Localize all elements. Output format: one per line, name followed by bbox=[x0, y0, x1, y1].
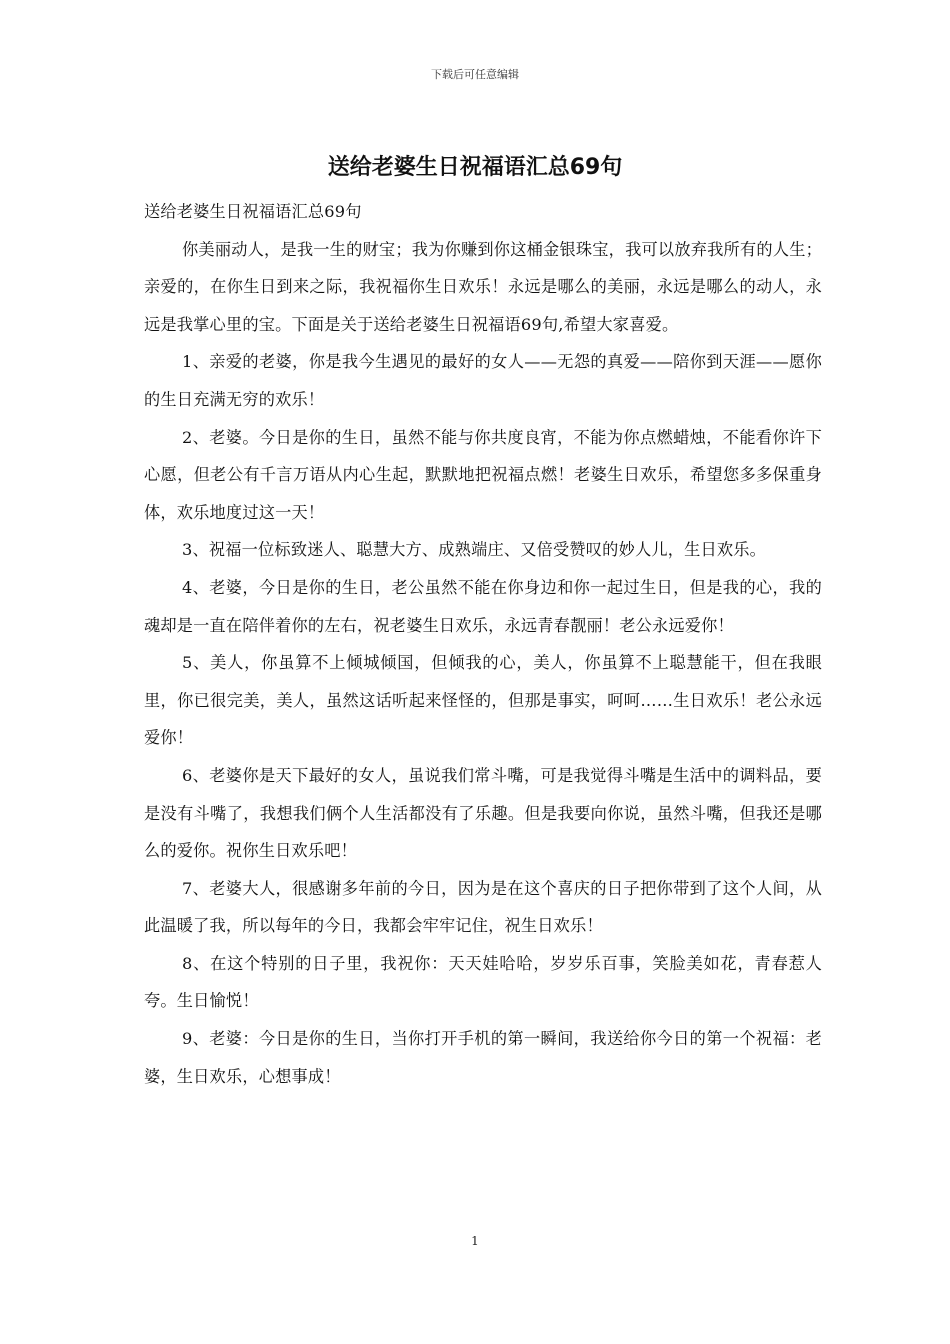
blessing-item-8: 8、在这个特别的日子里，我祝你：天天娃哈哈，岁岁乐百事，笑脸美如花，青春惹人夸。生日愉悦！ bbox=[144, 953, 822, 1011]
intro-paragraph: 你美丽动人，是我一生的财宝；我为你赚到你这桶金银珠宝，我可以放弃我所有的人生；亲爱的，在你生日到来之际，我祝福你生日欢乐！永远是哪么的美丽，永远是哪么的动人，永远是我掌心里的宝。下面是关于送给老婆生日祝福语69句,希望大家喜爱。 bbox=[144, 239, 822, 334]
document-body bbox=[144, 193, 822, 1095]
blessing-item-9: 9、老婆：今日是你的生日，当你打开手机的第一瞬间，我送给你今日的第一个祝福：老婆，生日欢乐，心想事成！ bbox=[144, 1029, 822, 1086]
blessing-item-4: 4、老婆，今日是你的生日，老公虽然不能在你身边和你一起过生日，但是我的心，我的魂却是一直在陪伴着你的左右，祝老婆生日欢乐，永远青春靓丽！老公永远爱你！ bbox=[144, 577, 822, 635]
page-number: 1 bbox=[471, 1234, 479, 1248]
document-title: 送给老婆生日祝福语汇总69句 bbox=[327, 155, 623, 180]
blessing-item-6: 6、老婆你是天下最好的女人，虽说我们常斗嘴，可是我觉得斗嘴是生活中的调料品，要是没有斗嘴了，我想我们俩个人生活都没有了乐趣。但是我要向你说，虽然斗嘴，但我还是哪么的爱你。祝你生日欢乐吧！ bbox=[144, 765, 822, 861]
blessing-item-3: 3、祝福一位标致迷人、聪慧大方、成熟端庄、又倍受赞叹的妙人儿，生日欢乐。 bbox=[182, 540, 767, 560]
page-header-note: 下载后可任意编辑 bbox=[431, 68, 519, 81]
blessing-item-5: 5、美人，你虽算不上倾城倾国，但倾我的心，美人，你虽算不上聪慧能干，但在我眼里，你已很完美，美人，虽然这话听起来怪怪的，但那是事实，呵呵……生日欢乐！老公永远爱你！ bbox=[144, 653, 822, 748]
blessing-item-7: 7、老婆大人，很感谢多年前的今日，因为是在这个喜庆的日子把你带到了这个人间，从此温暖了我，所以每年的今日，我都会牢牢记住，祝生日欢乐！ bbox=[144, 878, 822, 936]
blessing-item-1: 1、亲爱的老婆，你是我今生遇见的最好的女人——无怨的真爱——陪你到天涯——愿你的生日充满无穷的欢乐！ bbox=[144, 352, 822, 409]
blessing-item-2: 2、老婆。今日是你的生日，虽然不能与你共度良宵，不能为你点燃蜡烛，不能看你许下心愿，但老公有千言万语从内心生起，默默地把祝福点燃！老婆生日欢乐，希望您多多保重身体，欢乐地度过这一天！ bbox=[144, 427, 822, 522]
document-subtitle: 送给老婆生日祝福语汇总69句 bbox=[144, 202, 362, 221]
